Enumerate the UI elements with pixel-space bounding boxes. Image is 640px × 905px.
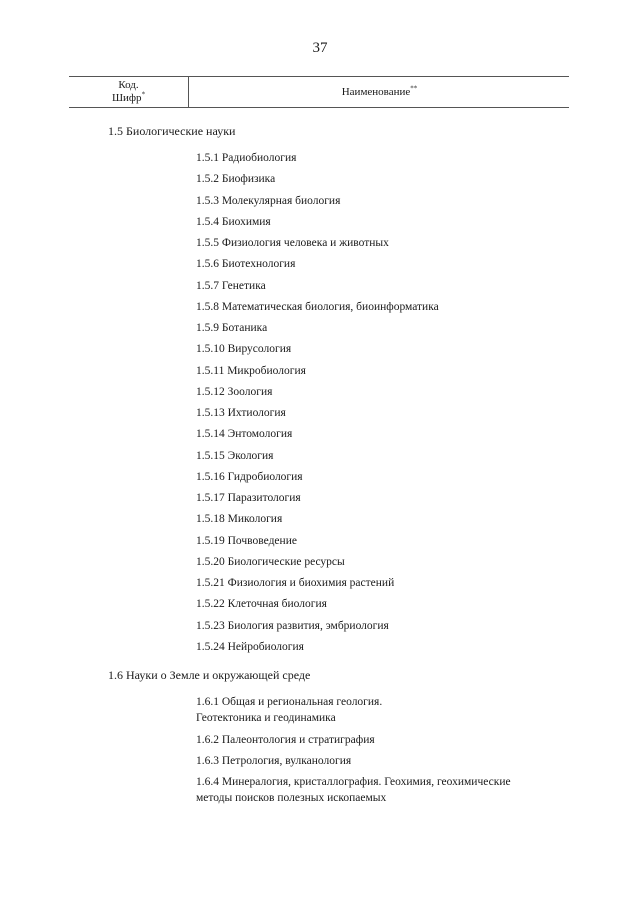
list-item: 1.6.1 Общая и региональная геология. (196, 696, 383, 708)
code-column-header (69, 77, 189, 107)
list-item: 1.5.19 Почвоведение (196, 535, 297, 547)
list-item: 1.5.8 Математическая биология, биоинформатика (196, 301, 439, 313)
list-item: 1.5.24 Нейробиология (196, 641, 304, 653)
list-item: 1.5.23 Биология развития, эмбриология (196, 620, 389, 632)
list-item: 1.5.13 Ихтиология (196, 407, 286, 419)
list-item: 1.5.21 Физиология и биохимия растений (196, 577, 395, 589)
list-item: 1.5.1 Радиобиология (196, 152, 297, 164)
list-item: 1.5.11 Микробиология (196, 365, 306, 377)
section-title: 1.6 Науки о Земле и окружающей среде (108, 668, 311, 682)
list-item: 1.5.12 Зоология (196, 386, 273, 398)
list-item: 1.5.6 Биотехнология (196, 258, 296, 270)
list-item-continuation: методы поисков полезных ископаемых (196, 792, 387, 804)
table-header (69, 76, 569, 108)
code-label: Код. (118, 79, 139, 91)
list-item: 1.5.15 Экология (196, 450, 274, 462)
list-item: 1.6.4 Минералогия, кристаллография. Геохимия, геохимические (196, 776, 511, 788)
list-item: 1.5.2 Биофизика (196, 173, 276, 185)
list-item: 1.6.3 Петрология, вулканология (196, 755, 352, 767)
name-column-header: Наименование** (341, 84, 418, 98)
list-item: 1.5.18 Микология (196, 513, 283, 525)
section-title: 1.5 Биологические науки (108, 124, 236, 138)
cipher-label: Шифр* (111, 90, 146, 104)
list-item: 1.5.7 Генетика (196, 280, 266, 292)
list-item: 1.6.2 Палеонтология и стратиграфия (196, 734, 375, 746)
list-item: 1.5.14 Энтомология (196, 428, 293, 440)
list-item: 1.5.4 Биохимия (196, 216, 271, 228)
list-item: 1.5.5 Физиология человека и животных (196, 237, 389, 249)
list-item: 1.5.3 Молекулярная биология (196, 195, 341, 207)
list-item: 1.5.16 Гидробиология (196, 471, 303, 483)
list-item-continuation: Геотектоника и геодинамика (196, 712, 336, 724)
page-number: 37 (312, 40, 328, 56)
list-item: 1.5.17 Паразитология (196, 492, 301, 504)
list-item: 1.5.10 Вирусология (196, 343, 292, 355)
list-item: 1.5.22 Клеточная биология (196, 598, 327, 610)
list-item: 1.5.20 Биологические ресурсы (196, 556, 345, 568)
list-item: 1.5.9 Ботаника (196, 322, 268, 334)
